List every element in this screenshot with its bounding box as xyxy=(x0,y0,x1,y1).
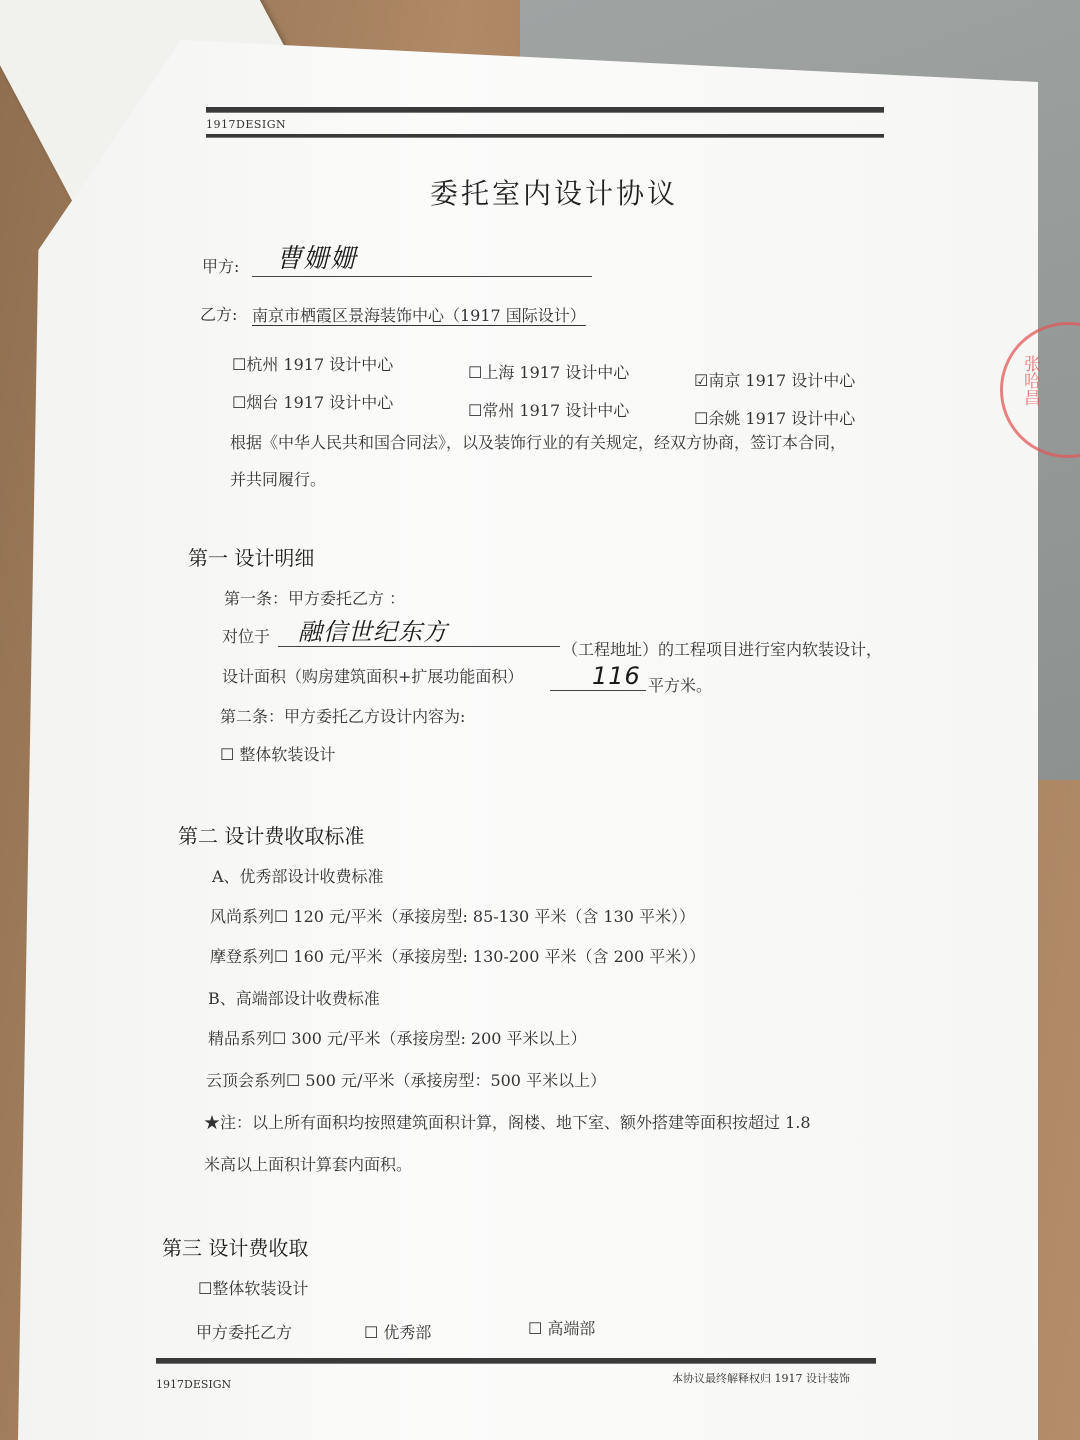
stamp-text: 张哈昌 xyxy=(1020,355,1040,406)
party-b-label: 乙方: xyxy=(200,305,238,324)
checked-checkbox-icon: ☑ xyxy=(694,371,709,390)
location-handwritten: 融信世纪东方 xyxy=(298,618,448,646)
center-hangzhou: ☐杭州 1917 设计中心 xyxy=(232,355,394,374)
fashion-series-rate: 风尚系列☐ 120 元/平米（承接房型: 85-130 平米（含 130 平米）） xyxy=(210,907,696,926)
option-excellent-dept: ☐ 优秀部 xyxy=(364,1323,432,1342)
boutique-series-rate: 精品系列☐ 300 元/平米（承接房型: 200 平米以上） xyxy=(208,1029,587,1048)
section-1-article-1: 第一条：甲方委托乙方 ： xyxy=(224,589,406,608)
center-nanjing: ☑南京 1917 设计中心 xyxy=(694,371,856,390)
party-a-signature: 曹姗姗 xyxy=(276,244,358,274)
location-underline xyxy=(278,646,560,647)
party-b-value: 南京市栖霞区景海装饰中心（1917 国际设计） xyxy=(252,306,586,325)
checkbox-icon: ☐ xyxy=(468,401,483,420)
section-3-option: ☐整体软装设计 xyxy=(198,1279,309,1298)
option-highend-dept: ☐ 高端部 xyxy=(528,1319,596,1338)
note-line-1: ★注：以上所有面积均按照建筑面积计算，阁楼、地下室、额外搭建等面积按超过 1.8 xyxy=(204,1113,811,1132)
section-1-heading: 第一 设计明细 xyxy=(188,546,315,570)
section-2-heading: 第二 设计费收取标准 xyxy=(178,824,365,848)
option-overall-soft-decoration: ☐ 整体软装设计 xyxy=(220,745,336,764)
center-yuyao: ☐余姚 1917 设计中心 xyxy=(694,409,856,428)
footer-brand: 1917DESIGN xyxy=(156,1378,232,1391)
center-shanghai: ☐上海 1917 设计中心 xyxy=(468,363,630,382)
modern-series-rate: 摩登系列☐ 160 元/平米（承接房型: 130-200 平米（含 200 平米）） xyxy=(210,947,706,966)
area-underline xyxy=(550,690,646,691)
excellent-dept-title: A、优秀部设计收费标准 xyxy=(212,867,384,886)
center-yantai: ☐烟台 1917 设计中心 xyxy=(232,393,394,412)
checkbox-icon: ☐ xyxy=(232,393,247,412)
note-line-2: 米高以上面积计算套内面积。 xyxy=(204,1155,413,1174)
header-rule xyxy=(206,107,884,113)
footer-rule xyxy=(156,1358,876,1364)
center-changzhou: ☐常州 1917 设计中心 xyxy=(468,401,630,420)
header-brand: 1917DESIGN xyxy=(206,118,287,131)
intro-line-2: 并共同履行。 xyxy=(230,470,327,489)
footer-note: 本协议最终解释权归 1917 设计装饰 xyxy=(672,1372,850,1385)
party-a-label: 甲方: xyxy=(202,257,240,276)
location-prefix: 对位于 xyxy=(222,627,271,646)
checkbox-icon: ☐ xyxy=(694,409,709,428)
cloud-series-rate: 云顶会系列☐ 500 元/平米（承接房型：500 平米以上） xyxy=(206,1071,607,1090)
highend-dept-title: B、高端部设计收费标准 xyxy=(208,989,380,1008)
section-1-article-2: 第二条：甲方委托乙方设计内容为: xyxy=(220,707,466,726)
party-a-underline xyxy=(252,276,592,277)
checkbox-icon: ☐ xyxy=(232,355,247,374)
contract-page xyxy=(18,40,1038,1440)
entrust-label: 甲方委托乙方 xyxy=(196,1323,293,1342)
section-3-heading: 第三 设计费收取 xyxy=(162,1236,309,1260)
document-title: 委托室内设计协议 xyxy=(430,177,679,210)
checkbox-icon: ☐ xyxy=(468,363,483,382)
location-suffix: （工程地址）的工程项目进行室内软装设计， xyxy=(562,640,883,659)
header-rule-bottom xyxy=(206,134,884,138)
intro-line-1: 根据《中华人民共和国合同法》，以及装饰行业的有关规定，经双方协商，签订本合同， xyxy=(230,433,847,452)
area-prefix: 设计面积（购房建筑面积+扩展功能面积） xyxy=(222,667,524,686)
area-suffix: 平方米。 xyxy=(648,676,713,695)
area-handwritten: 116 xyxy=(592,662,641,690)
